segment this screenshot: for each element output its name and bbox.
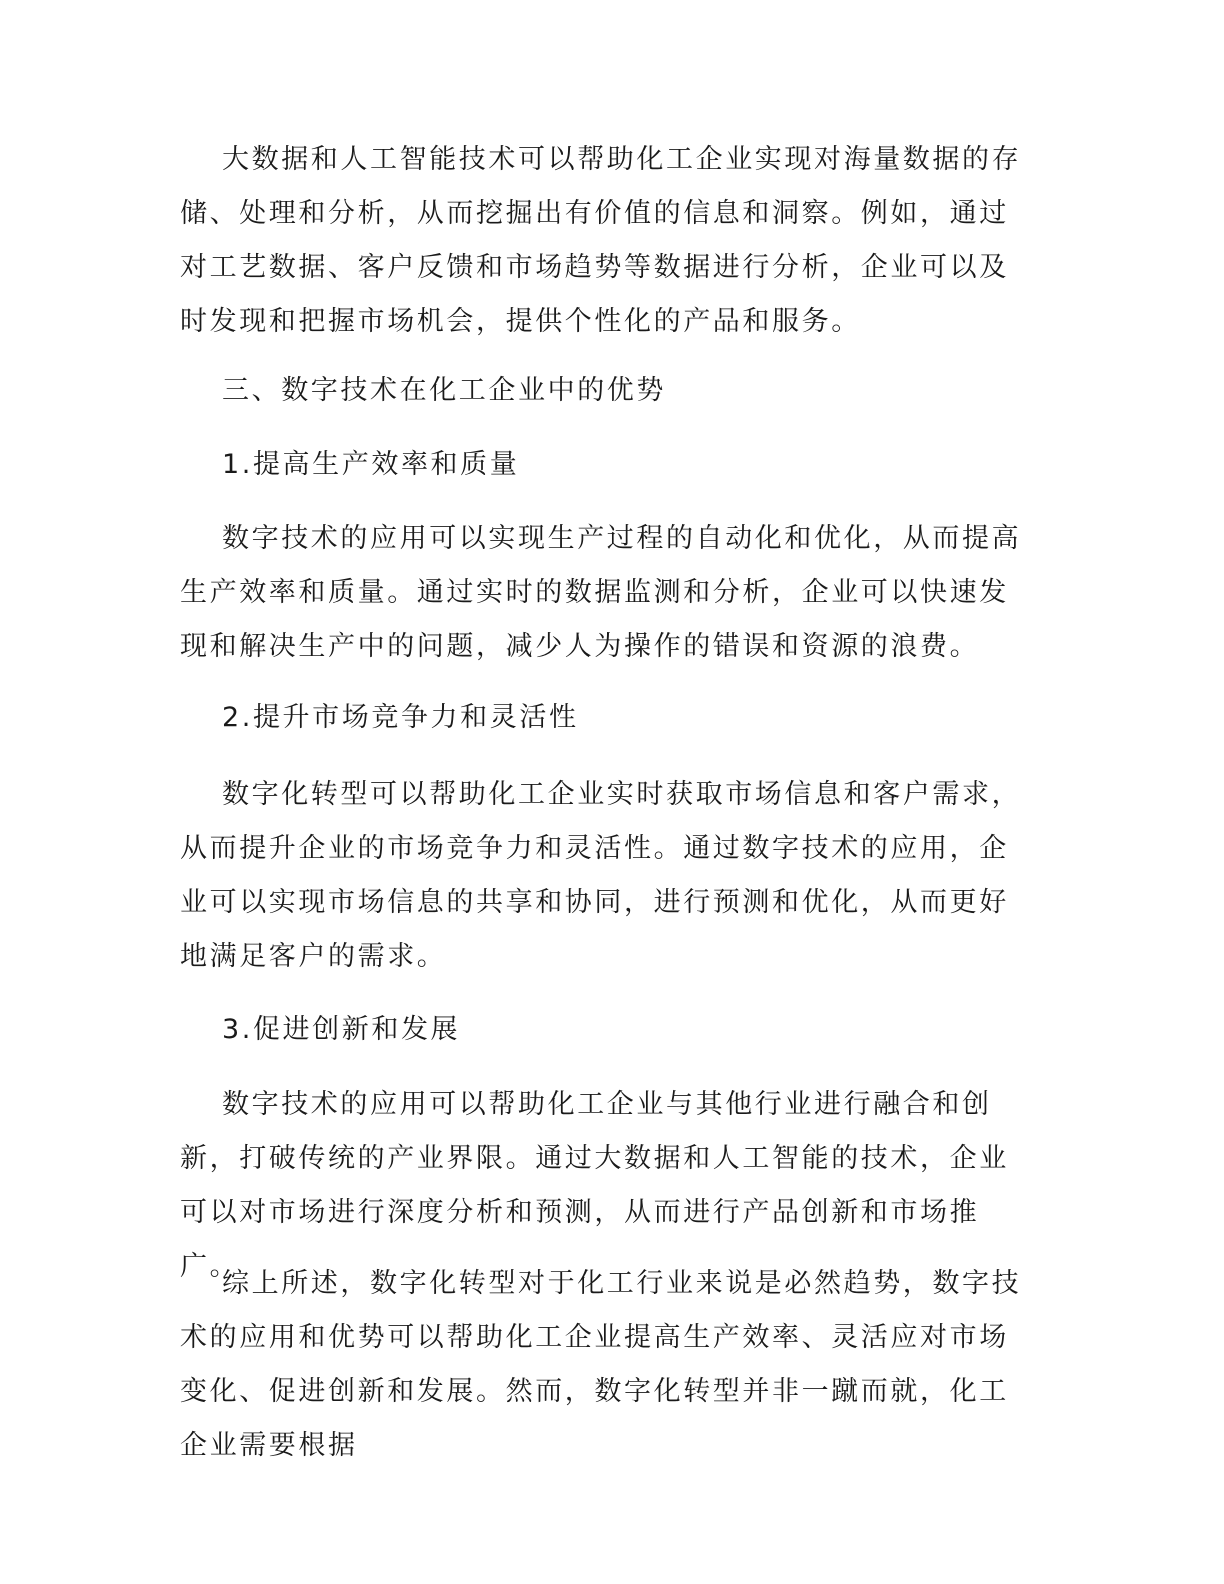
paragraph-competitiveness: 数字化转型可以帮助化工企业实时获取市场信息和客户需求，从而提升企业的市场竞争力和灵活性。通过数字技术的应用，企业可以实现市场信息的共享和协同，进行预测和优化，从而更好地满足客户的需求。 — [180, 779, 1022, 972]
subheading-competitiveness: 2.提升市场竞争力和灵活性 — [222, 702, 579, 733]
subheading-efficiency-quality: 1.提高生产效率和质量 — [222, 449, 520, 480]
section-heading-advantages: 三、数字技术在化工企业中的优势 — [222, 375, 666, 406]
paragraph-efficiency-quality: 数字技术的应用可以实现生产过程的自动化和优化，从而提高生产效率和质量。通过实时的数据监测和分析，企业可以快速发现和解决生产中的问题，减少人为操作的错误和资源的浪费。 — [180, 523, 1022, 662]
paragraph-conclusion: 综上所述，数字化转型对于化工行业来说是必然趋势，数字技术的应用和优势可以帮助化工企业提高生产效率、灵活应对市场变化、促进创新和发展。然而，数字化转型并非一蹴而就，化工企业需要根据 — [180, 1268, 1022, 1461]
paragraph-big-data-ai: 大数据和人工智能技术可以帮助化工企业实现对海量数据的存储、处理和分析，从而挖掘出有价值的信息和洞察。例如，通过对工艺数据、客户反馈和市场趋势等数据进行分析，企业可以及时发现和把握市场机会，提供个性化的产品和服务。 — [180, 144, 1022, 337]
paragraph-innovation: 数字技术的应用可以帮助化工企业与其他行业进行融合和创新，打破传统的产业界限。通过大数据和人工智能的技术，企业可以对市场进行深度分析和预测，从而进行产品创新和市场推广。 — [180, 1089, 1009, 1282]
subheading-innovation: 3.促进创新和发展 — [222, 1014, 461, 1045]
